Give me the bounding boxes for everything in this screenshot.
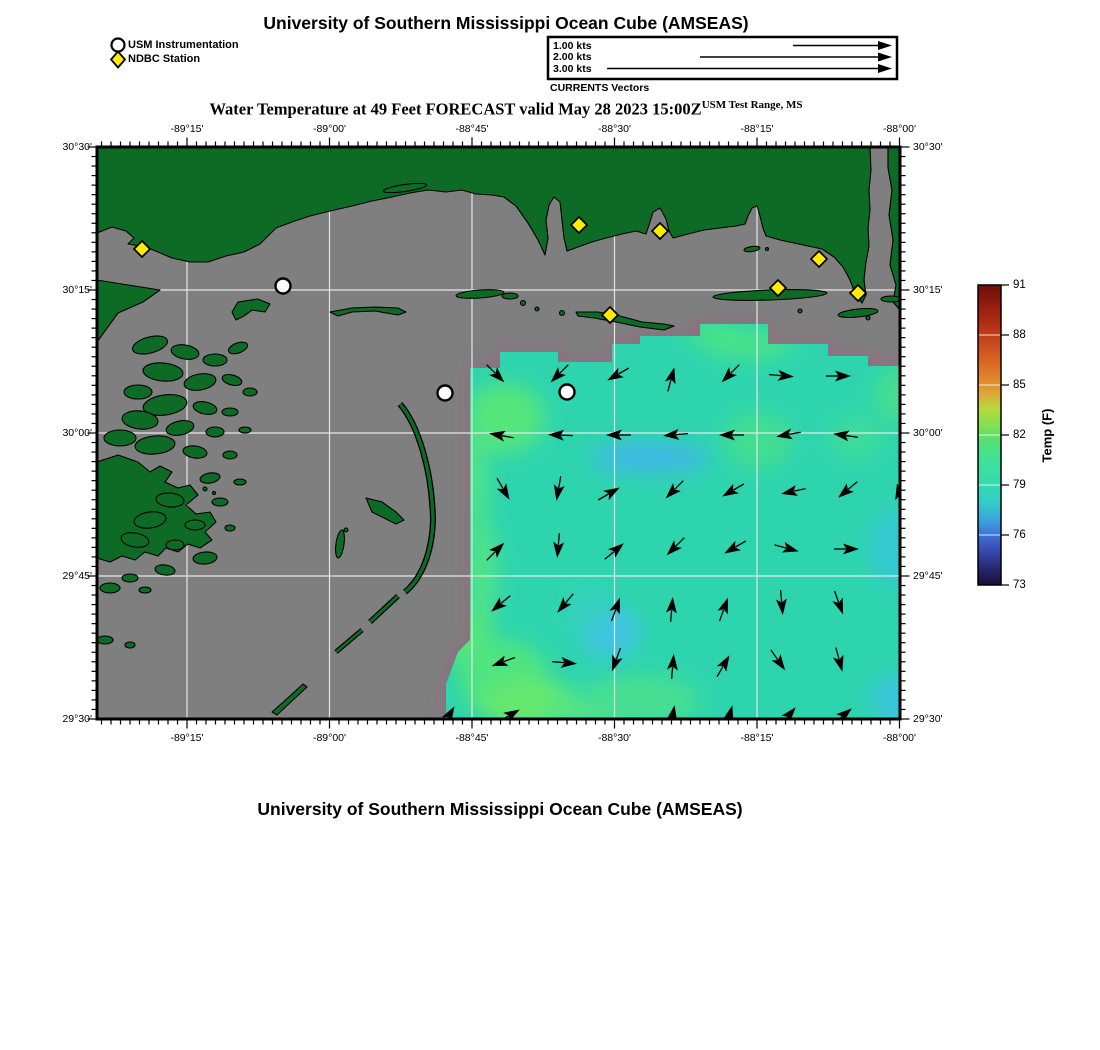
plot-subtitle (0, 99, 1012, 120)
colorbar-tick-label: 73 (1013, 578, 1026, 591)
page-title: University of Southern Mississippi Ocean Cube (AMSEAS) (263, 13, 749, 33)
vector-legend-2kt-label: 2.00 kts (553, 51, 592, 63)
y-tick-label-left: 30°15' (62, 283, 92, 296)
x-tick-label-bottom: -88°30' (597, 732, 632, 744)
x-tick-label-top: -88°15' (740, 123, 774, 135)
vector-legend-1kt-label: 1.00 kts (553, 39, 592, 52)
x-tick-label-top: -89°00' (312, 123, 347, 135)
subtitle-main: Water Temperature at 49 Feet FORECAST valid May 28 2023 15:00Z (209, 99, 702, 119)
colorbar-tick-label: 91 (1013, 278, 1026, 291)
y-tick-label-left: 30°00' (62, 426, 92, 439)
x-tick-label-top: -88°45' (455, 123, 489, 135)
x-tick-label-bottom: -89°00' (312, 732, 347, 744)
y-tick-label-left: 30°30' (62, 140, 92, 153)
bottom-title: University of Southern Mississippi Ocean Cube (AMSEAS) (257, 799, 743, 819)
x-tick-label-top: -88°30' (597, 123, 632, 135)
vector-legend-box (548, 37, 897, 79)
colorbar-axis-label: Temp (F) (1039, 408, 1055, 463)
y-tick-label-right: 30°30' (913, 140, 943, 153)
legend-usm-label: USM Instrumentation (128, 38, 239, 51)
map-area (97, 147, 922, 731)
subtitle-superscript: USM Test Range, MS (701, 99, 803, 111)
ndbc-station-icon (111, 52, 125, 68)
y-tick-label-left: 29°30' (62, 712, 92, 725)
x-tick-label-bottom: -88°15' (740, 732, 774, 744)
colorbar (978, 285, 1009, 585)
usm-instrumentation-marker (560, 385, 575, 400)
colorbar-tick-label: 85 (1013, 378, 1026, 391)
colorbar-tick-label: 76 (1013, 528, 1026, 541)
colorbar-tick-label: 82 (1013, 428, 1026, 441)
temp-field (440, 318, 922, 730)
y-tick-label-right: 30°00' (913, 426, 943, 439)
y-tick-label-left: 29°45' (62, 569, 92, 582)
y-tick-label-right: 29°45' (913, 569, 943, 582)
usm-instrumentation-marker (438, 386, 453, 401)
y-tick-label-right: 29°30' (913, 712, 943, 725)
vector-legend-3kt-label: 3.00 kts (553, 62, 592, 75)
usm-instrumentation-marker (276, 279, 291, 294)
usm-instrumentation-icon (112, 39, 125, 52)
vector-legend-caption: CURRENTS Vectors (550, 82, 650, 94)
colorbar-tick-label: 79 (1013, 478, 1026, 491)
legend-ndbc-label: NDBC Station (128, 53, 201, 65)
x-tick-label-top: -88°00' (882, 123, 917, 135)
colorbar-tick-label: 88 (1013, 328, 1026, 341)
x-tick-label-bottom: -88°00' (882, 732, 917, 744)
x-tick-label-top: -89°15' (170, 123, 204, 135)
y-tick-label-right: 30°15' (913, 283, 943, 296)
x-tick-label-bottom: -89°15' (170, 732, 204, 744)
x-tick-label-bottom: -88°45' (455, 732, 489, 744)
